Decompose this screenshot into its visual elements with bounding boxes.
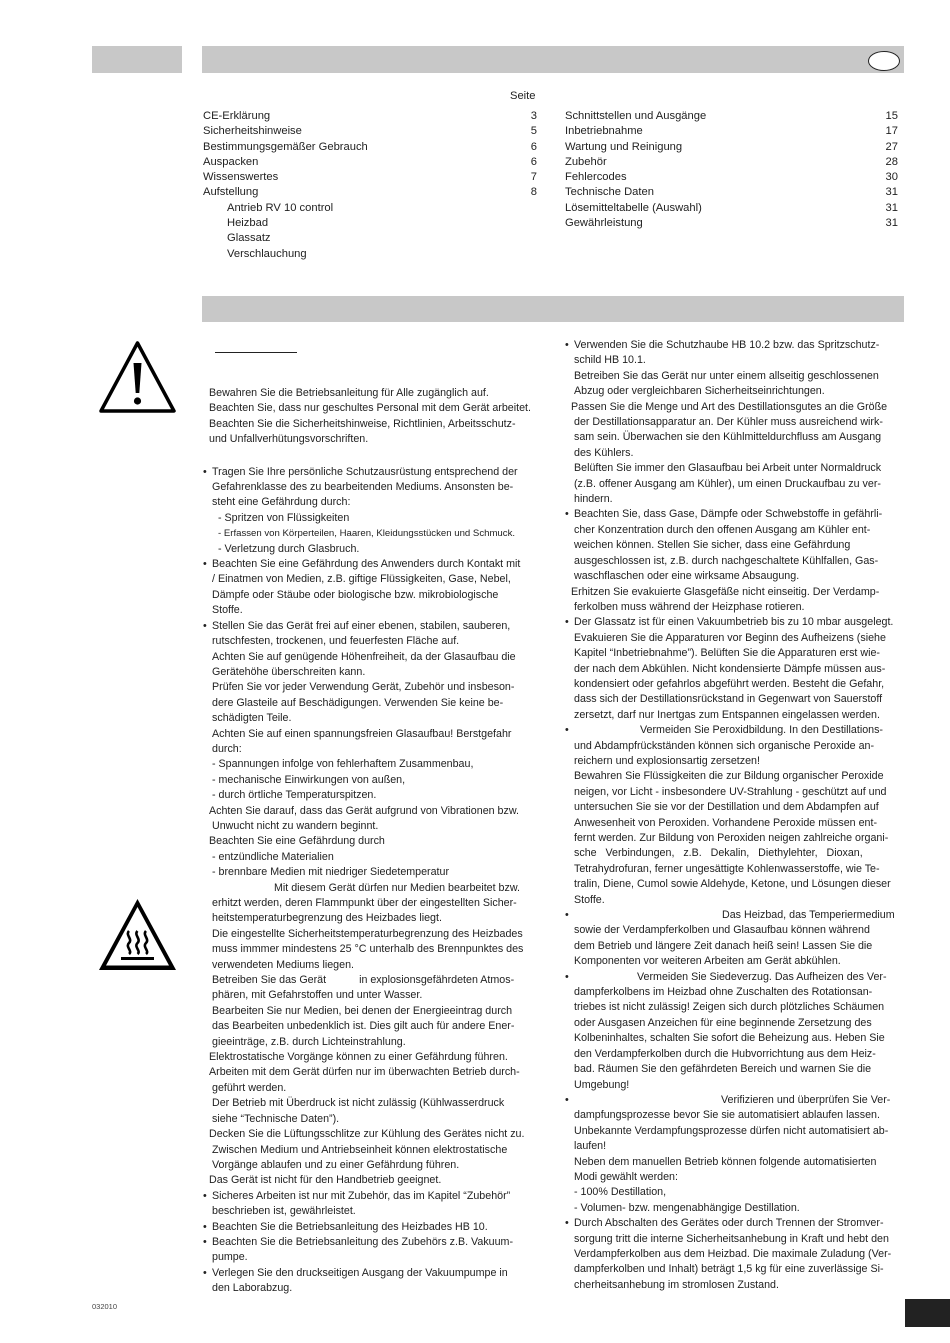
text-line: - Erfassen von Körperteilen, Haaren, Kleidungsstücken und Schmuck. — [218, 528, 516, 540]
hot-surface-icon — [97, 897, 178, 973]
text-line: Betreiben Sie das Gerät nur unter einem allseitig geschlossenen — [574, 369, 879, 382]
toc-entry-page: 7 — [530, 171, 537, 184]
text-line: Mit diesem Gerät dürfen nur Medien bearbeitet bzw. — [274, 881, 520, 894]
text-line: sche Verbindungen, z.B. Dekalin, Diethylehter, Dioxan, — [574, 847, 863, 860]
text-line: cherheitsanhebung im stromlosen Zustand. — [574, 1278, 779, 1291]
text-line: Umgebung! — [574, 1078, 630, 1091]
text-line: das Bearbeiten unbedenklich ist. Dies gilt auch für andere Ener- — [212, 1020, 515, 1033]
text-line: dass sich der Destillationsrückstand in Gegenwart von Sauerstoff — [574, 693, 883, 706]
text-line: Arbeiten mit dem Gerät dürfen nur im überwachten Betrieb durch- — [209, 1066, 520, 1079]
text-line: / Einatmen von Medien, z.B. giftige Flüssigkeiten, Gase, Nebel, — [212, 573, 511, 586]
bullet-item: • Beachten Sie die Betriebsanleitung des Heizbades HB 10. — [203, 1220, 540, 1235]
text-line: Neben dem manuellen Betrieb können folgende automatisierten — [574, 1155, 877, 1168]
text-line: heitstemperaturbegrenzung des Heizbades liegt. — [212, 912, 442, 925]
toc-row — [203, 124, 537, 139]
toc-row — [203, 247, 537, 262]
toc-right — [565, 109, 898, 231]
header-main-bar — [202, 46, 904, 73]
toc-entry-page: 3 — [530, 110, 537, 122]
text-line: reichern und explosionsartig zersetzen! — [574, 754, 760, 767]
toc-row — [565, 109, 898, 124]
text-line: Bewahren Sie die Betriebsanleitung für Alle zugänglich auf. — [209, 387, 489, 399]
text-line: der Destillationsapparatur an. Der Kühler muss ausreichend wirk- — [574, 416, 883, 429]
text-line: hindern. — [574, 493, 613, 506]
toc-row — [565, 216, 898, 231]
text-line: Achten Sie darauf, dass das Gerät aufgrund von Vibrationen bzw. — [209, 804, 519, 817]
toc-row — [565, 140, 898, 155]
text-line: Verdampferkolben aus dem Heizbad. Die maximale Zuladung (Ver- — [574, 1247, 892, 1260]
text-line: Passen Sie die Menge und Art des Destillationsgutes an die Größe — [571, 400, 888, 413]
toc-entry-label: Heizbad — [227, 217, 269, 230]
toc-entry-page: 28 — [885, 155, 898, 168]
text-line: - Volumen- bzw. mengenabhängige Destillation. — [574, 1201, 800, 1214]
text-line: und Abdampfrückständen können sich organische Peroxide an- — [574, 739, 875, 752]
text-line: Das Gerät ist nicht für den Handbetrieb geeignet. — [209, 1174, 442, 1187]
text-line: Bewahren Sie Flüssigkeiten die zur Bildung organischer Peroxide — [574, 770, 884, 783]
bullet-item: • Vermeiden Sie Peroxidbildung. In den Destillations- — [565, 723, 904, 738]
text-line: den Laborabzug. — [212, 1282, 293, 1295]
text-line: triebes ist nicht zulässig! Zeigen sich durch plötzliches Schäumen — [574, 1001, 885, 1014]
section-bar — [202, 296, 904, 322]
bullet-item: • Das Heizbad, das Temperiermedium — [565, 908, 904, 923]
toc-row — [565, 124, 898, 139]
right-column — [565, 338, 904, 1293]
text-line: Anwesenheit von Peroxiden. Vorhandene Peroxide müssen ent- — [574, 816, 878, 829]
toc-entry-label: Auspacken — [203, 155, 259, 168]
text-line: Kapitel “Inbetriebnahme”). Belüften Sie die Apparaturen erst wie- — [574, 647, 880, 660]
toc-entry-page: 31 — [885, 217, 898, 230]
text-line: Stoffe. — [212, 604, 243, 617]
toc-entry-page: 6 — [530, 140, 537, 153]
text-line: weichen können. Stellen Sie sicher, dass eine Gefährdung — [574, 539, 851, 552]
toc-row — [203, 185, 537, 200]
toc-entry-label: Verschlauchung — [227, 247, 307, 260]
bullet-item: • Beachten Sie, dass Gase, Dämpfe oder Schwebstoffe in gefährli- — [565, 507, 904, 522]
text-line: Prüfen Sie vor jeder Verwendung Gerät, Zubehör und insbeson- — [212, 681, 515, 694]
toc-entry-label: Zubehör — [565, 155, 607, 168]
toc-row — [565, 201, 898, 216]
text-line: Bearbeiten Sie nur Medien, bei denen der Energieeintrag durch — [212, 1004, 513, 1017]
toc-entry-label: Wissenswertes — [203, 171, 279, 184]
toc-row — [203, 216, 537, 231]
text-line: Komponenten vor weiteren Arbeiten am Gerät abkühlen. — [574, 955, 841, 968]
left-column — [203, 386, 540, 1297]
toc-entry-label: Fehlercodes — [565, 171, 627, 184]
text-line: Der Betrieb mit Überdruck ist nicht zulässig (Kühlwasserdruck — [212, 1097, 505, 1110]
text-line: Gerätehöhe überschreiten kann. — [212, 665, 366, 678]
text-line: dem Betrieb und längere Zeit danach heiß sein! Lassen Sie die — [574, 939, 873, 952]
bullet-item: • Verwenden Sie die Schutzhaube HB 10.2 bzw. das Spritzschutz- — [565, 338, 904, 353]
toc-entry-label: Technische Daten — [565, 186, 654, 199]
text-line: - Spritzen von Flüssigkeiten — [218, 511, 350, 524]
bullet-item: • Beachten Sie die Betriebsanleitung des Zubehörs z.B. Vakuum- — [203, 1235, 540, 1250]
text-line: Evakuieren Sie die Apparaturen vor Beginn des Aufheizens (siehe — [574, 631, 886, 644]
text-line: Unwucht nicht zu wandern beginnt. — [212, 819, 379, 832]
text-line: ferkolben muss während der Heizphase rotieren. — [574, 600, 805, 613]
text-line: neigen, vor Licht - insbesondere UV-Strahlung - geschützt auf und — [574, 785, 887, 798]
text-line: ausgeschlossen ist, z.B. durch nachgeschaltete Kühlfallen, Gas- — [574, 554, 879, 567]
text-line: phären, mit Gefahrstoffen und unter Wasser. — [212, 989, 423, 1002]
text-line: zersetzt, darf nur Inertgas zum Entspannen eingelassen werden. — [574, 708, 880, 721]
toc-row — [203, 155, 537, 170]
text-fragment: in explosionsgefährdeten Atmos- — [359, 974, 515, 987]
toc-seite-label: Seite — [510, 90, 536, 102]
toc-row — [203, 231, 537, 246]
text-line: cher Konzentration durch den offenen Ausgang am Kühler ent- — [574, 523, 871, 536]
footer-code: 032010 — [92, 1302, 118, 1311]
toc-row — [565, 185, 898, 200]
text-line: sowie der Verdampferkolben und Glasaufbau können während — [574, 924, 870, 937]
toc-entry-page: 8 — [530, 186, 537, 199]
header-left-bar — [92, 46, 182, 73]
text-line: tralin, Diene, Cumol sowie Aldehyde, Ketone, und Lösungen dieser — [574, 878, 891, 891]
bullet-item: • Beachten Sie eine Gefährdung des Anwenders durch Kontakt mit — [203, 557, 540, 572]
text-line: Vorgänge ablaufen und zu einer Gefährdung führen. — [212, 1158, 460, 1171]
bullet-item: • Verlegen Sie den druckseitigen Ausgang der Vakuumpumpe in — [203, 1266, 540, 1281]
text-line: Beachten Sie die Sicherheitshinweise, Richtlinien, Arbeitsschutz- — [209, 417, 516, 430]
text-line: Achten Sie auf genügende Höhenfreiheit, da der Glasaufbau die — [212, 650, 516, 663]
text-line: durch: — [212, 742, 242, 755]
text-line: - Spannungen infolge von fehlerhaftem Zusammenbau, — [212, 758, 474, 771]
warning-triangle-icon — [97, 339, 178, 415]
toc-entry-page: 17 — [885, 125, 898, 138]
text-line: gieeinträge, z.B. durch Lichteinstrahlung. — [212, 1035, 406, 1048]
text-line: verwendeten Mediums liegen. — [212, 958, 354, 971]
toc-row — [203, 109, 537, 124]
text-line — [203, 973, 540, 988]
text-line: - durch örtliche Temperaturspitzen. — [212, 789, 377, 802]
text-line: bad. Räumen Sie den gefährdeten Bereich und warnen Sie die — [574, 1063, 872, 1076]
text-line: laufen! — [574, 1140, 607, 1153]
text-line: den Verdampferkolben durch die Hubvorrichtung aus dem Heiz- — [574, 1047, 876, 1060]
text-line: Zwischen Medium und Antriebseinheit können elektrostatische — [212, 1143, 508, 1156]
text-line: siehe “Technische Daten”). — [212, 1112, 340, 1125]
toc-row — [203, 201, 537, 216]
text-line: kondensiert oder gefahrlos abgeführt werden. Besteht die Gefahr, — [574, 677, 885, 690]
text-line: fernt werden. Zur Bildung von Peroxiden neigen zahlreiche organi- — [574, 832, 889, 844]
text-line: Tetrahydrofuran, ferner ungesättigte Kohlenwasserstoffe, wie Te- — [574, 862, 880, 875]
page-number-tab — [905, 1299, 950, 1327]
text-line: Dämpfe oder Stäube oder biologische bzw. mikrobiologische — [212, 588, 499, 601]
bullet-item: • Vermeiden Sie Siedeverzug. Das Aufheizen des Ver- — [565, 970, 904, 985]
toc-entry-label: Inbetriebnahme — [565, 125, 643, 138]
text-line: Erhitzen Sie evakuierte Glasgefäße nicht einseitig. Der Verdamp- — [571, 585, 880, 598]
text-line: Die eingestellte Sicherheitstemperaturbegrenzung des Heizbades — [212, 927, 523, 940]
text-line: waschflaschen oder eine wirksame Absaugung. — [574, 570, 800, 583]
text-line: Elektrostatische Vorgänge können zu einer Gefährdung führen. — [209, 1051, 508, 1064]
text-line: Beachten Sie eine Gefährdung durch — [209, 835, 385, 848]
text-line: steht eine Gefährdung durch: — [212, 496, 351, 509]
text-line: dampferkolben und Inhalt) beträgt 1,5 kg für eine zuverlässige Si- — [574, 1263, 884, 1276]
toc-entry-label: CE-Erklärung — [203, 110, 271, 122]
text-fragment: Betreiben Sie das Gerät — [212, 974, 327, 987]
toc-entry-page: 31 — [885, 186, 898, 199]
toc-entry-page: 31 — [885, 201, 898, 214]
text-line: dere Glasteile auf Beschädigungen. Verwenden Sie keine be- — [212, 696, 504, 709]
toc-row — [565, 155, 898, 170]
text-line: schädigten Teile. — [212, 712, 292, 725]
text-line: dampferkolbens im Heizbad ohne Zuschalten des Rotationsan- — [574, 986, 873, 999]
toc-entry-page: 6 — [530, 155, 537, 168]
toc-entry-label: Bestimmungsgemäßer Gebrauch — [203, 140, 368, 153]
bullet-item: • Sicheres Arbeiten ist nur mit Zubehör, das im Kapitel “Zubehör” — [203, 1189, 540, 1204]
text-line: pumpe. — [212, 1251, 248, 1264]
toc-entry-label: Glassatz — [227, 232, 271, 245]
toc-entry-page: 15 — [885, 110, 898, 122]
toc-entry-label: Aufstellung — [203, 186, 259, 199]
toc-entry-label: Antrieb RV 10 control — [227, 201, 334, 214]
text-line: des Kühlers. — [574, 446, 634, 459]
text-line: oder Ausgasen Anzeichen für eine beginnende Zersetzung des — [574, 1016, 872, 1029]
text-line: Gefahrenklasse des zu bearbeitenden Mediums. Ansonsten be- — [212, 481, 514, 494]
text-line: sam sein. Überwachen sie den Kühlmitteldurchfluss am Ausgang — [574, 431, 882, 444]
toc-entry-label: Wartung und Reinigung — [565, 140, 683, 153]
text-line: untersuchen Sie sie vor der Destillation und dem Abdampfen auf — [574, 801, 879, 814]
bullet-item: • Stellen Sie das Gerät frei auf einer ebenen, stabilen, sauberen, — [203, 619, 540, 634]
text-line: Achten Sie auf einen spannungsfreien Glasaufbau! Berstgefahr — [212, 727, 512, 740]
text-line: (z.B. offener Ausgang am Kühler), um einen Druckaufbau zu ver- — [574, 477, 881, 490]
text-line: Abzug oder vergleichbaren Sicherheitseinrichtungen. — [574, 385, 825, 398]
bullet-item: • Der Glassatz ist für einen Vakuumbetrieb bis zu 10 mbar ausgelegt. — [565, 615, 904, 630]
text-line: - Verletzung durch Glasbruch. — [218, 542, 360, 555]
language-oval-icon — [868, 51, 900, 71]
text-line: - entzündliche Materialien — [212, 850, 334, 863]
text-line: Unbekannte Verdampfungsprozesse dürfen nicht automatisiert ab- — [574, 1124, 889, 1137]
text-line: - 100% Destillation, — [574, 1186, 667, 1199]
text-line: Belüften Sie immer den Glasaufbau bei Arbeit unter Normaldruck — [574, 462, 882, 475]
text-line: - mechanische Einwirkungen von außen, — [212, 773, 406, 786]
text-line: Decken Sie die Lüftungsschlitze zur Kühlung des Gerätes nicht zu. — [209, 1128, 525, 1141]
bullet-item: • Verifizieren und überprüfen Sie Ver- — [565, 1093, 904, 1108]
toc-entry-label: Lösemitteltabelle (Auswahl) — [565, 201, 702, 214]
toc-row — [203, 170, 537, 185]
text-line: dampfungsprozesse bevor Sie sie automatisiert ablaufen lassen. — [574, 1109, 880, 1122]
toc-entry-label: Schnittstellen und Ausgänge — [565, 110, 707, 122]
toc-row — [203, 140, 537, 155]
text-line: Modi gewählt werden: — [574, 1170, 678, 1183]
text-line: der nach dem Abkühlen. Nicht kondensierte Dämpfe müssen aus- — [574, 662, 886, 675]
text-line: Beachten Sie, dass nur geschultes Personal mit dem Gerät arbeitet. — [209, 402, 531, 415]
toc-entry-label: Gewährleistung — [565, 217, 643, 230]
text-line: erhitzt werden, deren Flammpunkt über der eingestellten Sicher- — [212, 897, 517, 909]
text-line: schild HB 10.1. — [574, 354, 646, 367]
text-line: muss immmer mindestens 25 °C unterhalb des Brennpunktes des — [212, 943, 524, 956]
toc-entry-page: 5 — [530, 125, 537, 138]
toc-entry-label: Sicherheitshinweise — [203, 125, 302, 138]
text-line: - brennbare Medien mit niedriger Siedetemperatur — [212, 866, 450, 879]
toc-row — [565, 170, 898, 185]
text-line: geführt werden. — [212, 1081, 287, 1094]
text-line: Stoffe. — [574, 893, 605, 906]
text-line: beschrieben ist, gewährleistet. — [212, 1205, 356, 1218]
toc-left — [203, 109, 537, 262]
text-line: und Unfallverhütungsvorschriften. — [209, 433, 369, 446]
text-line: sorgung tritt die interne Sicherheitsanhebung in Kraft und hebt den — [574, 1232, 889, 1245]
heading-underline — [215, 352, 297, 353]
toc-entry-page: 27 — [885, 140, 898, 153]
bullet-item: • Durch Abschalten des Gerätes oder durch Trennen der Stromver- — [565, 1216, 904, 1231]
text-line: rutschfesten, trockenen, und feuerfesten Fläche auf. — [212, 635, 460, 648]
bullet-item: • Tragen Sie Ihre persönliche Schutzausrüstung entsprechend der — [203, 465, 540, 480]
text-line: Kolbeninhaltes, schalten Sie sofort die Beheizung aus. Heben Sie — [574, 1032, 885, 1045]
toc-entry-page: 30 — [885, 171, 898, 184]
